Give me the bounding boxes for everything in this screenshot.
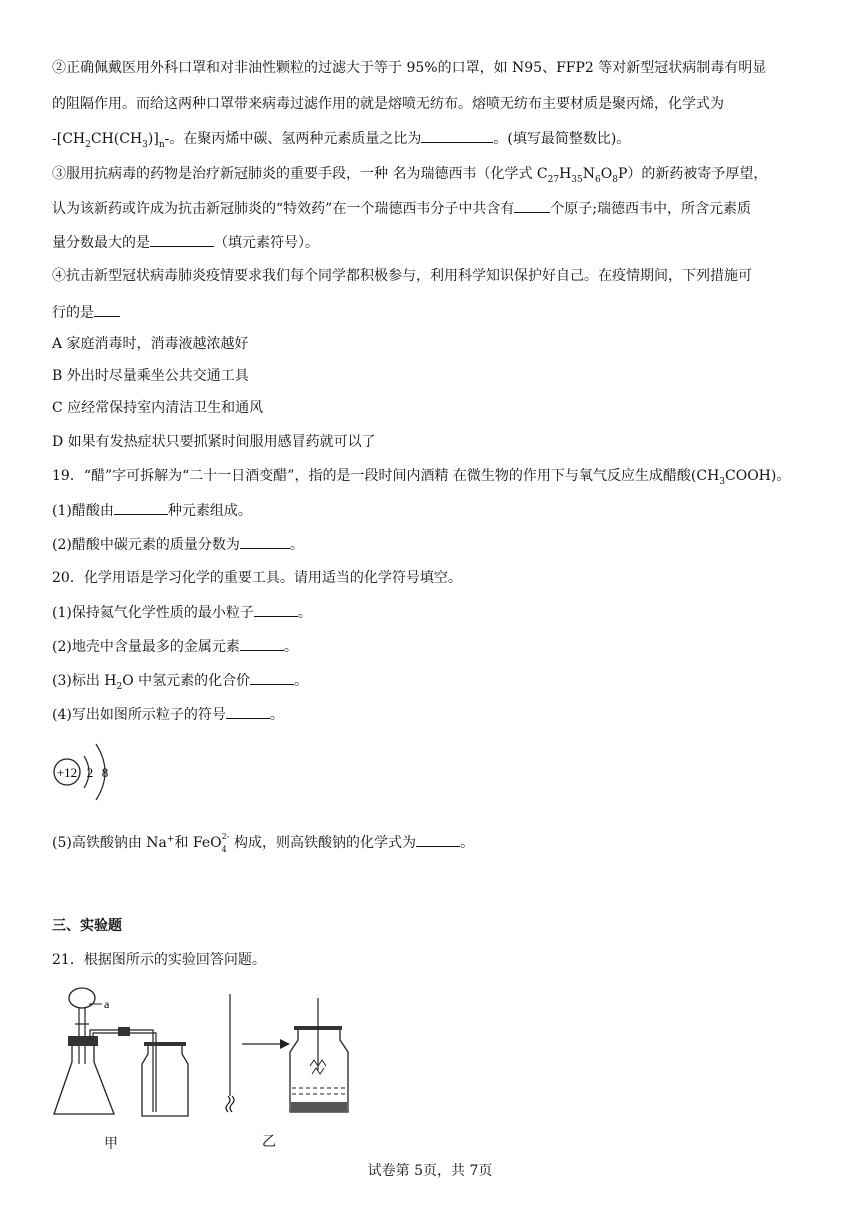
answer-blank [226,704,270,719]
glass-cover [144,1042,186,1046]
q20-part1: (1)保持氦气化学性质的最小粒子 。 [52,602,312,623]
shell1-count: 2 [86,765,94,780]
answer-blank [240,534,290,549]
page-footer: 试卷第 5页，共 7页 [367,1163,493,1179]
q20-part2: (2)地壳中含量最多的金属元素 。 [52,636,298,657]
label-a: a [104,997,110,1011]
q20-part5: (5)高铁酸钠由 Na+和 FeO 2- 4 构成，则高铁酸钠的化学式为 。 [52,832,475,854]
q18-p2-line3: $-[CH_2CH(CH_3)]_n-$。在聚丙烯中碳、氢两种元素质量之比为 。(填写最简整数比)。 [52,128,630,149]
q19-part2: (2)醋酸中碳元素的质量分数为 。 [52,534,304,555]
arrow-head [280,1039,290,1049]
q20-part4: (4)写出如图所示粒子的符号 。 [52,704,284,725]
answer-blank [514,198,550,213]
answer-blank [114,500,168,515]
answer-blank [240,636,284,651]
q19-stem: 19．“醋”字可拆解为“二十一日酒变醋”，指的是一段时间内酒精 在微生物的作用下与氧气反应生成醋酸$(CH_3COOH)$。 [52,468,791,487]
apparatus-yi [210,990,360,1124]
nucleus-charge: +12 [56,765,78,780]
figure-label-jia: 甲 [104,1136,118,1152]
gas-jar [142,1046,188,1116]
q18-p3-line1: ③服用抗病毒的药物是治疗新冠肺炎的重要手段，一种 名为瑞德西韦（化学式 $C_{27}H_{35}N_6O_8P$）的新药被寄予厚望， [52,166,768,185]
answer-blank [94,302,120,317]
shell2-count: 8 [101,765,109,780]
q18-p3-line2: 认为该新药或许成为抗击新冠肺炎的“特效药”在一个瑞德西韦分子中共含有 个原子;瑞德西韦中，所含元素质 [52,198,751,219]
option-c: C 应经常保持室内清洁卫生和通风 [52,400,264,416]
answer-blank [254,602,298,617]
answer-blank [416,832,460,847]
conical-flask [54,1046,114,1114]
section-title: 三、实验题 [52,918,122,934]
option-d: D 如果有发热症状只要抓紧时间服用感冒药就可以了 [52,434,376,450]
option-b: B 外出时尽量乘坐公共交通工具 [52,368,249,384]
apparatus-jia [48,984,198,1124]
q18-p2-line2: 的阻隔作用。而给这两种口罩带来病毒过滤作用的就是熔喷无纺布。熔喷无纺布主要材质是聚丙烯，化学式为 [52,96,724,112]
rubber-joint [118,1027,130,1036]
funnel-bulb [69,988,95,1008]
gas-jar-yi [290,1030,348,1112]
q19-part1: (1)醋酸由 种元素组成。 [52,500,252,521]
q18-p4-line2: 行的是 [52,302,120,323]
water-layer [291,1102,347,1112]
q18-p2-line1: ②正确佩戴医用外科口罩和对非油性颗粒的过滤大于等于 95%的口罩，如 N95、FFP2 等对新型冠状病制毒有明显 [52,60,767,76]
q21-stem: 21．根据图所示的实验回答问题。 [52,952,266,968]
atom-structure-diagram [50,732,130,812]
answer-blank [250,670,294,685]
figure-label-yi: 乙 [262,1134,276,1150]
q18-p3-line3: 量分数最大的是 （填元素符号）。 [52,232,319,253]
answer-blank [421,128,493,143]
q18-p4-line1: ④抗击新型冠状病毒肺炎疫情要求我们每个同学都积极参与，利用科学知识保护好自己。在疫情期间，下列措施可 [52,268,752,284]
delivery-tube [90,1030,153,1112]
option-a: A 家庭消毒时，消毒液越浓越好 [52,336,249,352]
q20-part3: (3)标出 $H_2O$ 中氢元素的化合价 。 [52,670,308,691]
q20-stem: 20．化学用语是学习化学的重要工具。请用适当的化学符号填空。 [52,570,462,586]
answer-blank [150,232,214,247]
